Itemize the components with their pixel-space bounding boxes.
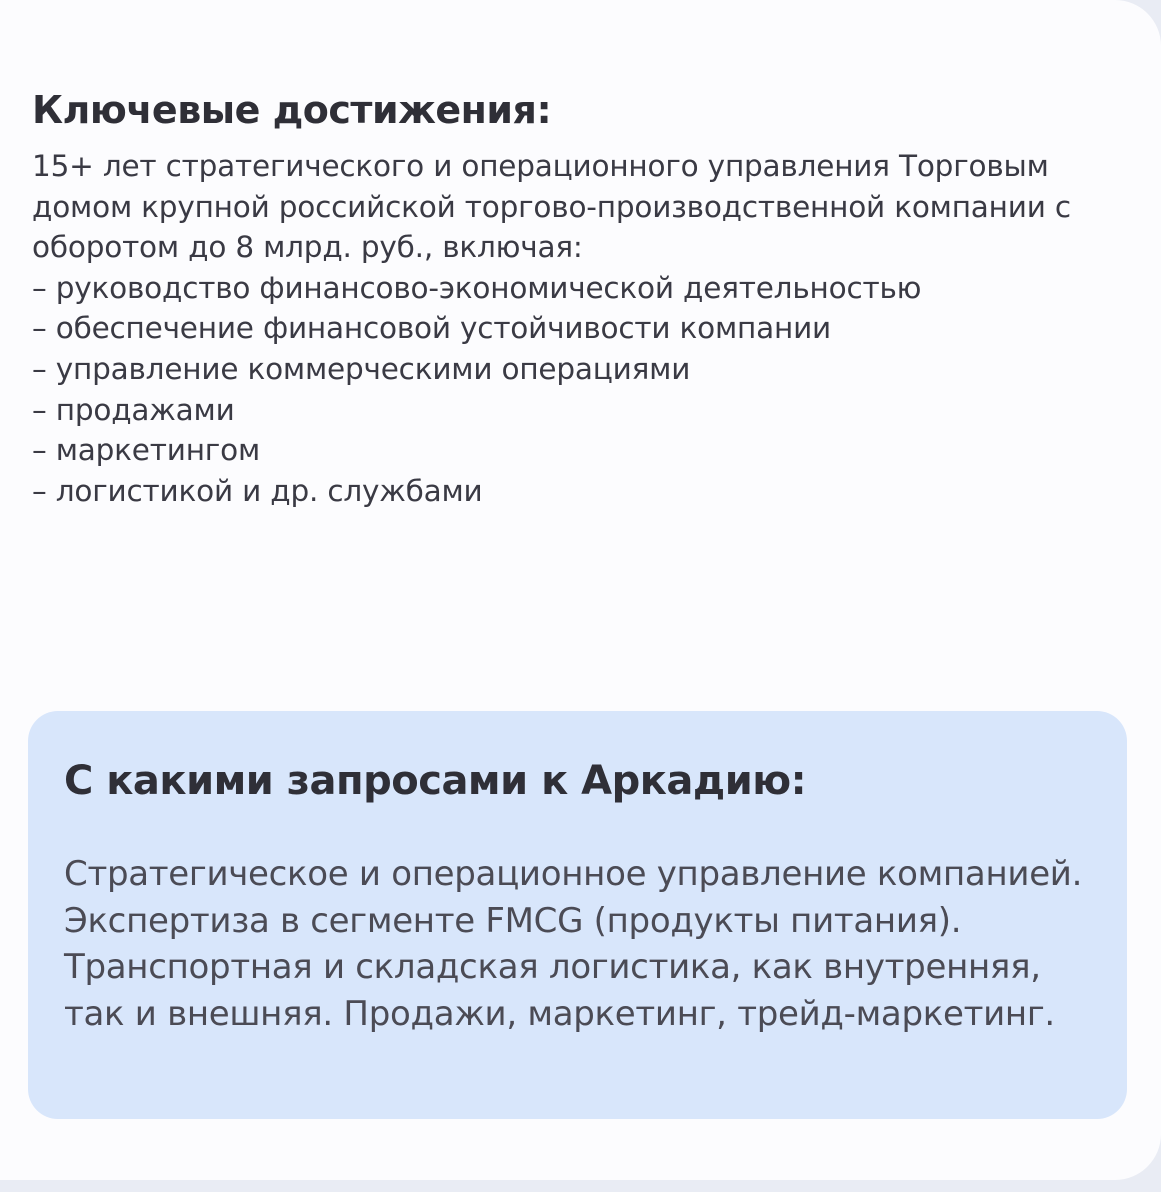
list-item: – продажами (32, 392, 235, 427)
achievements-list (32, 268, 1132, 512)
achievements-title: Ключевые достижения: (32, 88, 552, 132)
list-item: – логистикой и др. службами (32, 473, 483, 508)
achievements-intro: 15+ лет стратегического и операционного управления Торговым домом крупной российской торгово-производственной компании с оборотом до 8 млрд. руб., включая: (32, 149, 1071, 265)
requests-text: Стратегическое и операционное управление компанией. Экспертиза в сегменте FMCG (продукты питания). Транспортная и складская логистика, как внутренняя, так и внешняя. Продажи, маркетинг, трейд-маркетинг. (64, 854, 1083, 1035)
requests-title: С какими запросами к Аркадию: (64, 758, 807, 804)
requests-panel (28, 711, 1127, 1119)
achievements-section (32, 82, 1132, 511)
list-item: – обеспечение финансовой устойчивости компании (32, 311, 832, 346)
list-item: – руководство финансово-экономической деятельностью (32, 270, 922, 305)
list-item: – управление коммерческими операциями (32, 351, 691, 386)
list-item: – маркетингом (32, 433, 260, 468)
